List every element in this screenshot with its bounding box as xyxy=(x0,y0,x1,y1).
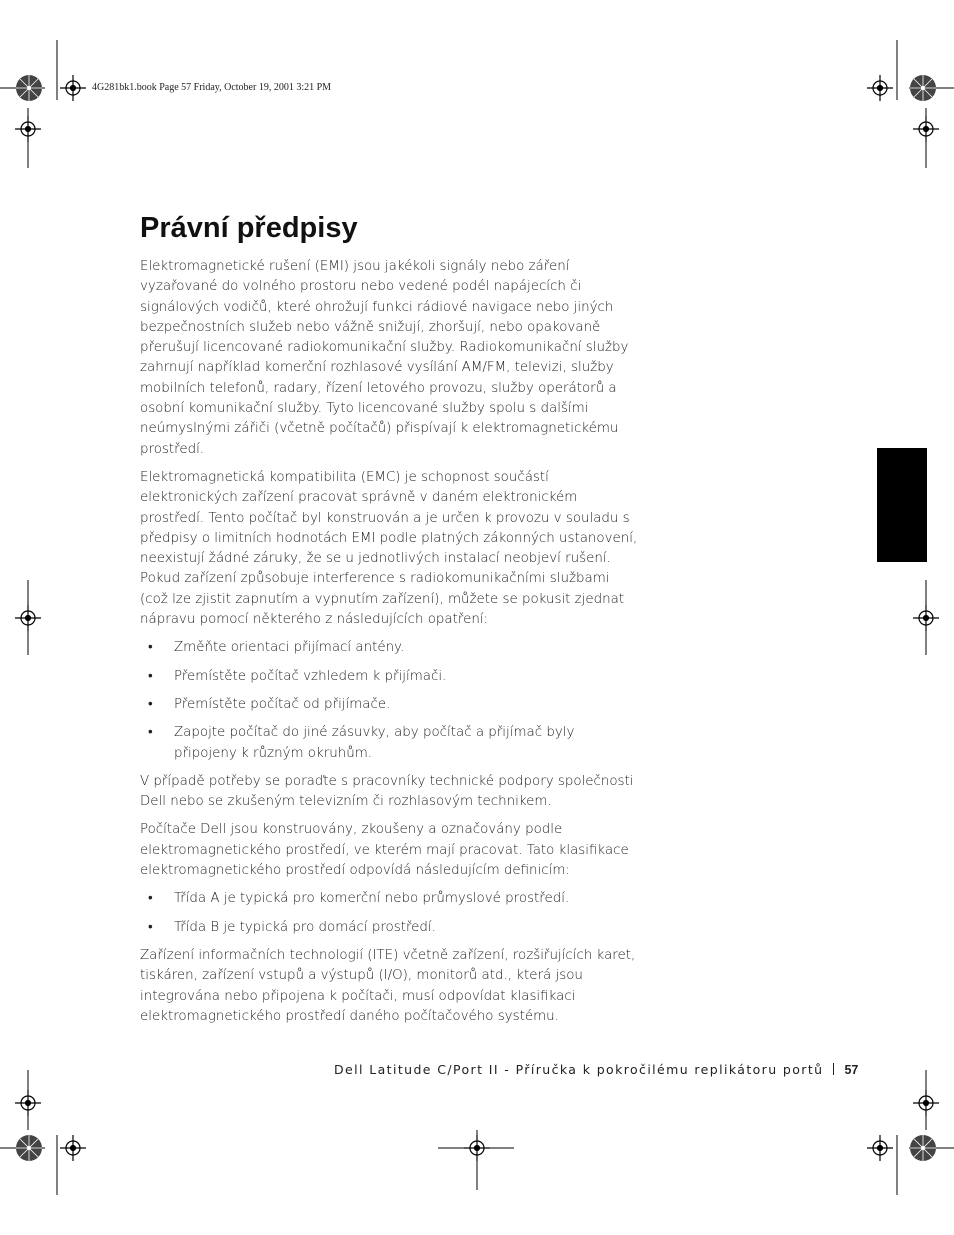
paragraph-emi: Elektromagnetické rušení (EMI) jsou jakékoli signály nebo záření vyzařované do volného prostoru nebo vedené podél napájecích či signálových vodičů, které ohrožují funkci rádiové navigace nebo jiných bezpečnostních služeb nebo vážně snižují, zhoršují, nebo opakovaně přerušují licencované radiokomunikační služby. Radiokomunikační služby zahrnují například komerční rozhlasové vysílání AM/FM, televizi, služby mobilních telefonů, radary, řízení letového provozu, služby operátorů a osobní komunikační služby. Tyto licencované služby spolu s dalšími neúmyslnými zářiči (včetně počítačů) přispívají k elektromagnetickému prostředí. xyxy=(140,259,629,457)
paragraph-emc: Elektromagnetická kompatibilita (EMC) je schopnost součástí elektronických zařízení pracovat správně v daném elektronickém prostředí. Tento počítač byl konstruován a je určen k provozu v souladu s předpisy o limitních hodnotách EMI podle platných zákonných ustanovení, neexistují žádné záruky, že se u jednotlivých instalací neobjeví rušení. Pokud zařízení způsobuje interference s radiokomunikačními službami (což lze zjistit zapnutím a vypnutím zařízení), můžete se pokusit zjednat nápravu pomocí některého z následujících opatření: xyxy=(140,469,638,628)
file-info-header: 4G281bk1.book Page 57 Friday, October 19, 2001 3:21 PM xyxy=(92,82,332,93)
registration-target xyxy=(913,1090,939,1116)
paragraph-classification: Počítače Dell jsou konstruovány, zkoušeny a označovány podle elektromagnetického prostředí, ve kterém mají pracovat. Tato klasifikace elektromagnetického prostředí odpovídá následujícím definicím: xyxy=(140,822,629,879)
list-item: • Přemístěte počítač od přijímače. xyxy=(140,695,640,715)
paragraph-ite: Zařízení informačních technologií (ITE) včetně zařízení, rozšiřujících karet, tiskáren, zařízení vstupů a výstupů (I/O), monitorů atd., která jsou integrována nebo připojena k počítači, musí odpovídat klasifikaci elektromagnetického prostředí daného počítačového systému. xyxy=(140,947,636,1024)
registration-target xyxy=(60,75,86,101)
list-item: • Třída B je typická pro domácí prostředí. xyxy=(140,918,640,938)
footer-running-title: Dell Latitude C/Port II - Příručka k pokročilému replikátoru portů xyxy=(334,1062,824,1077)
star-target xyxy=(16,75,42,101)
page-title: Právní předpisy xyxy=(140,212,358,244)
star-target xyxy=(910,1135,936,1161)
list-item: • Přemístěte počítač vzhledem k přijímači. xyxy=(140,667,640,687)
star-target xyxy=(16,1135,42,1161)
registration-target xyxy=(15,605,41,631)
registration-target xyxy=(867,75,893,101)
registration-target xyxy=(867,1135,893,1161)
paragraph-support: V případě potřeby se poraďte s pracovníky technické podpory společnosti Dell nebo se zkušeným televizním či rozhlasovým technikem. xyxy=(140,773,634,810)
registration-target xyxy=(464,1135,490,1161)
registration-target xyxy=(15,116,41,142)
registration-target xyxy=(15,1090,41,1116)
list-item: • Třída A je typická pro komerční nebo průmyslové prostředí. xyxy=(140,889,640,909)
registration-target xyxy=(913,605,939,631)
registration-target xyxy=(60,1135,86,1161)
list-item: • Změňte orientaci přijímací antény. xyxy=(140,638,640,658)
list-item: • Zapojte počítač do jiné zásuvky, aby počítač a přijímač byly připojeny k různým okruhům. xyxy=(140,723,640,764)
page-number: 57 xyxy=(844,1063,859,1077)
registration-target xyxy=(913,116,939,142)
star-target xyxy=(910,75,936,101)
